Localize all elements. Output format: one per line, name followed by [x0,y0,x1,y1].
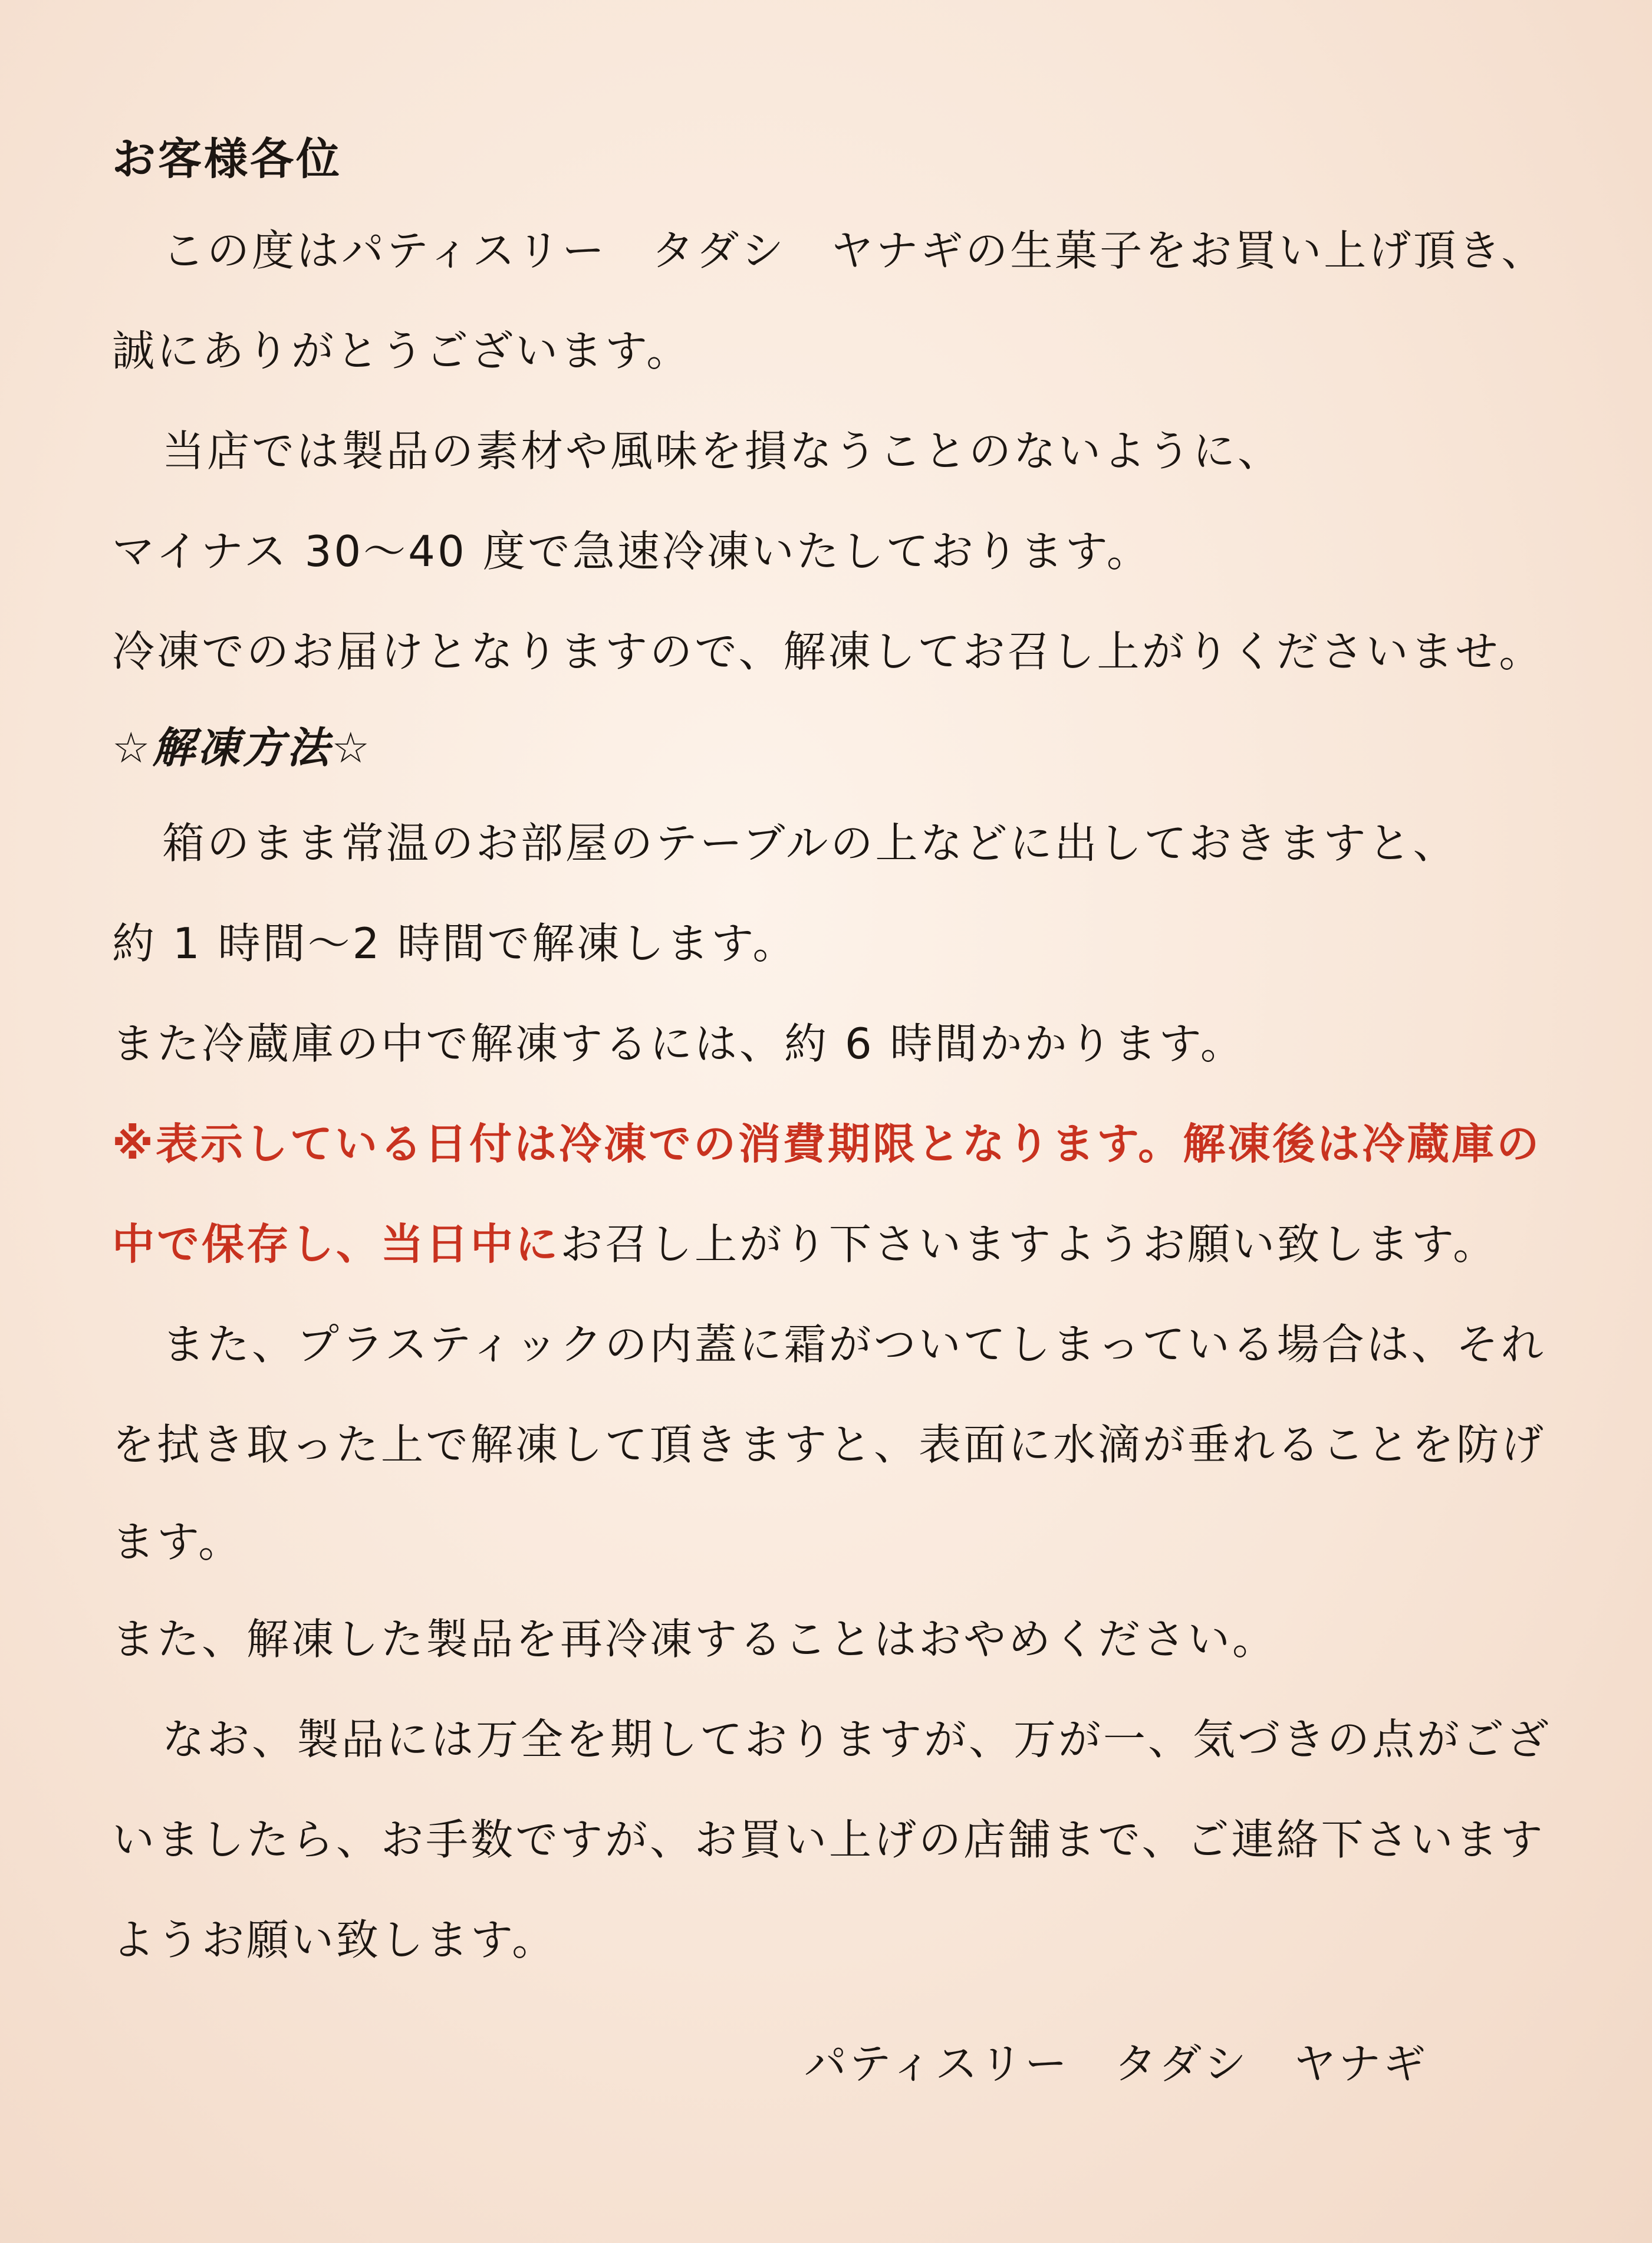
frost-line: また、プラスティックの内蓋に霜がついてしまっている場合は、それ [162,1320,1546,1369]
salutation: お客様各位 [112,134,342,185]
frost-line: ます。 [112,1517,243,1567]
warning-line [112,1094,1564,1194]
warning-text: ※表示している日付は冷凍での消費期限となります。解凍後は冷蔵庫の [112,1119,1542,1169]
closing-line: いましたら、お手数ですが、お買い上げの店舗まで、ご連絡下さいます [112,1815,1545,1864]
frost-line: を拭き取った上で解凍して頂きますと、表面に水滴が垂れることを防げ [112,1420,1546,1469]
closing-line: なお、製品には万全を期しておりますが、万が一、気づきの点がござ [162,1715,1552,1764]
section-title: ☆解凍方法☆ [112,722,373,772]
warning-line [112,1194,1564,1294]
intro-line: 冷凍でのお届けとなりますので、解凍してお召し上がりくださいませ。 [112,627,1544,676]
intro-line: 誠にありがとうございます。 [112,326,692,376]
thaw-line: 約 1 時間～2 時間で解凍します。 [112,919,798,968]
warning-text: 中で保存し、当日中に [112,1219,561,1269]
signature: パティスリー タダシ ヤナギ [804,2039,1428,2089]
thaw-line: 箱のまま常温のお部屋のテーブルの上などに出しておきますと、 [162,818,1458,868]
warning-continuation: お召し上がり下さいますようお願い致します。 [560,1219,1498,1269]
intro-line: マイナス 30～40 度で急速冷凍いたしております。 [112,527,1151,576]
thaw-line: また冷蔵庫の中で解凍するには、約 6 時間かかります。 [112,1019,1245,1068]
intro-line: 当店では製品の素材や風味を損なうことのないように、 [162,426,1283,476]
frost-line: また、解凍した製品を再冷凍することはおやめください。 [112,1614,1278,1664]
closing-line: ようお願い致します。 [112,1915,557,1965]
intro-line: この度はパティスリー タダシ ヤナギの生菓子をお買い上げ頂き、 [162,226,1546,275]
